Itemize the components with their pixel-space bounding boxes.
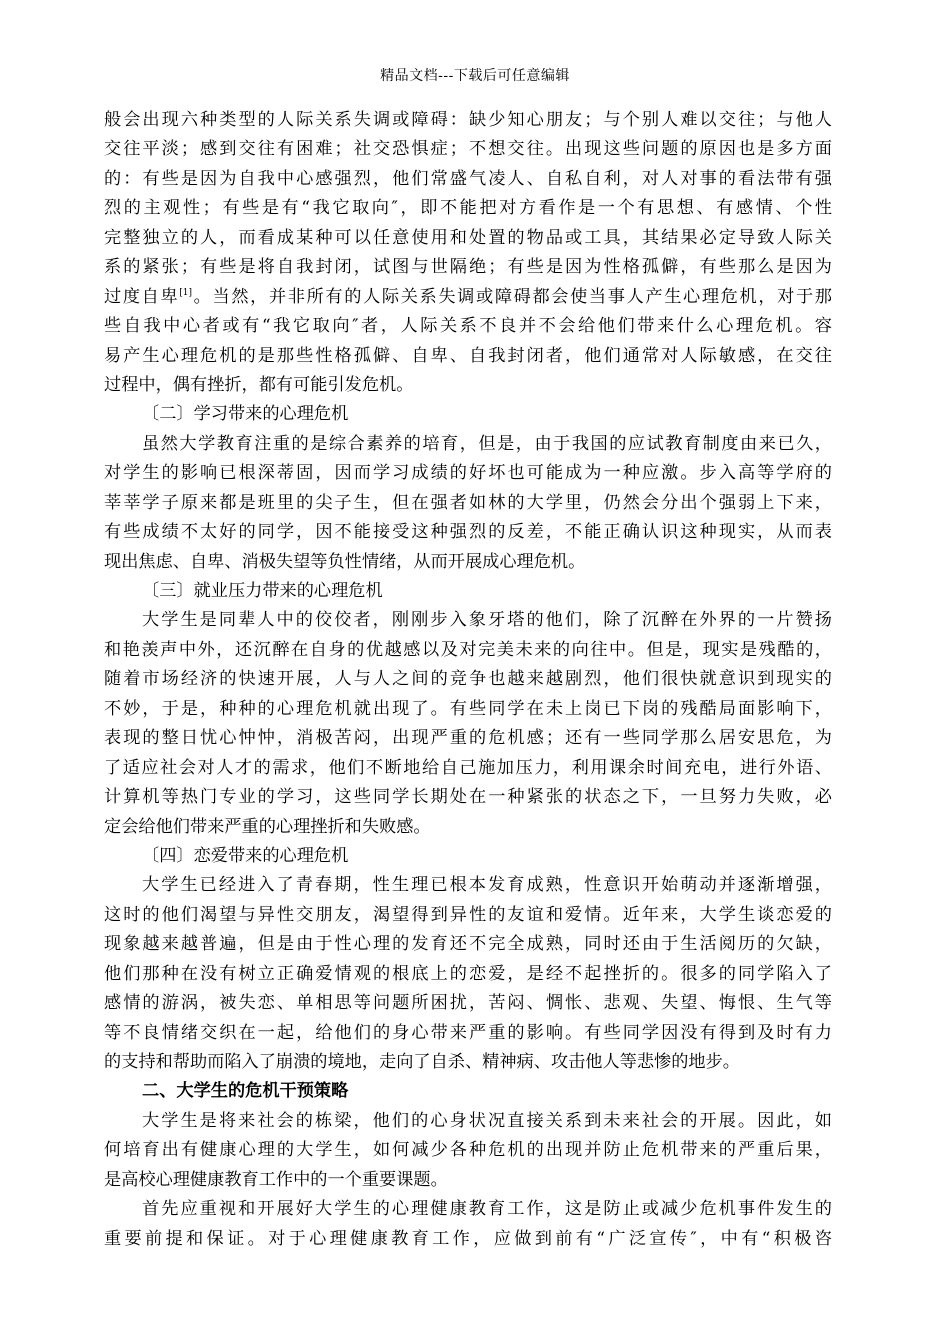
paragraph-line: 大学生是将来社会的栋梁，他们的心身状况直接关系到未来社会的开展。因此，如	[142, 1110, 832, 1131]
chapter-heading: 二、大学生的危机干预策略	[142, 1081, 349, 1102]
paragraph-line: 对学生的影响已根深蒂固，因而学习成绩的好坏也可能成为一种应激。步入高等学府的	[104, 463, 832, 484]
paragraph-line: 大学生是同辈人中的佼佼者，刚刚步入象牙塔的他们，除了沉醉在外界的一片赞扬	[142, 610, 832, 631]
paragraph-line: 交往平淡；感到交往有困难；社交恐惧症；不想交往。出现这些问题的原因也是多方面	[104, 139, 832, 160]
paragraph-line: 般会出现六种类型的人际关系失调或障碍：缺少知心朋友；与个别人难以交往；与他人	[104, 110, 832, 130]
paragraph-line: 计算机等热门专业的学习，这些同学长期处在一种紧张的状态之下，一旦努力失败，必	[104, 787, 832, 808]
paragraph-line: 大学生已经进入了青春期，性生理已根本发育成熟，性意识开始萌动并逐渐增强，	[142, 875, 832, 896]
paragraph-line: 他们那种在没有树立正确爱情观的根底上的恋爱，是经不起挫折的。很多的同学陷入了	[104, 963, 832, 984]
paragraph-line: 完整独立的人，而看成某种可以任意使用和处置的物品或工具，其结果必定导致人际关	[104, 227, 832, 248]
paragraph-line: 是高校心理健康教育工作中的一个重要课题。	[104, 1169, 448, 1190]
paragraph-line: 不妙，于是，种种的心理危机就出现了。有些同学在未上岗已下岗的残酷局面影响下，	[104, 698, 832, 719]
paragraph-line: 等不良情绪交织在一起，给他们的身心带来严重的影响。有些同学因没有得到及时有力	[104, 1022, 832, 1043]
paragraph-line: 系的紧张；有些是将自我封闭，试图与世隔绝；有些是因为性格孤僻，有些那么是因为	[104, 257, 832, 278]
paragraph-line: 感情的游涡，被失恋、单相思等问题所困扰，苦闷、惆怅、悲观、失望、悔恨、生气等	[104, 993, 832, 1014]
paragraph-line: 的：有些是因为自我中心感强烈，他们常盛气凌人、自私自利，对人对事的看法带有强	[104, 168, 832, 189]
line-segment: 。当然，并非所有的人际关系失调或障碍都会使当事人产生心理危机，对于那	[192, 286, 832, 307]
paragraph-line: 定会给他们带来严重的心理挫折和失败感。	[104, 816, 431, 837]
paragraph-line: 过程中，偶有挫折，都有可能引发危机。	[104, 374, 414, 395]
paragraph-line: 何培育出有健康心理的大学生，如何减少各种危机的出现并防止危机带来的严重后果，	[104, 1140, 832, 1161]
paragraph-line: 首先应重视和开展好大学生的心理健康教育工作，这是防止或减少危机事件发生的	[142, 1199, 832, 1220]
paragraph-line: 了适应社会对人才的需求，他们不断地给自己施加压力，利用课余时间充电，进行外语、	[104, 757, 832, 778]
document-body	[104, 106, 832, 1254]
paragraph-line: 莘莘学子原来都是班里的尖子生，但在强者如林的大学里，仍然会分出个强弱上下来，	[104, 492, 832, 513]
paragraph-line: 虽然大学教育注重的是综合素养的培育，但是，由于我国的应试教育制度由来已久，	[142, 433, 832, 454]
paragraph-line	[104, 283, 832, 312]
section-heading: 〔二〕学习带来的心理危机	[142, 404, 349, 425]
paragraph-line: 烈的主观性；有些是有“我它取向″，即不能把对方看作是一个有思想、有感情、个性	[104, 198, 832, 219]
paragraph-line: 这时的他们渴望与异性交朋友，渴望得到异性的友谊和爱情。近年来，大学生谈恋爱的	[104, 904, 832, 925]
paragraph-line: 现出焦虑、自卑、消极失望等负性情绪，从而开展成心理危机。	[104, 551, 586, 572]
section-heading: 〔三〕就业压力带来的心理危机	[142, 581, 383, 601]
paragraph-line: 和艳羡声中外，还沉醉在自身的优越感以及对完美未来的向往中。但是，现实是残酷的，	[104, 639, 832, 660]
page-header: 精品文档---下载后可任意编辑	[380, 68, 570, 84]
paragraph-line: 易产生心理危机的是那些性格孤僻、自卑、自我封闭者，他们通常对人际敏感，在交往	[104, 345, 832, 366]
citation-marker: [1]	[179, 287, 193, 298]
paragraph-line: 重要前提和保证。对于心理健康教育工作，应做到前有“广泛宣传″，中有“积极咨	[104, 1228, 832, 1249]
section-heading: 〔四〕恋爱带来的心理危机	[142, 845, 349, 866]
paragraph-line: 有些成绩不太好的同学，因不能接受这种强烈的反差，不能正确认识这种现实，从而表	[104, 522, 832, 543]
paragraph-line: 的支持和帮助而陷入了崩溃的境地，走向了自杀、精神病、攻击他人等悲惨的地步。	[104, 1052, 740, 1072]
paragraph-line: 些自我中心者或有“我它取向″者，人际关系不良并不会给他们带来什么心理危机。容	[104, 316, 832, 337]
paragraph-line: 随着市场经济的快速开展，人与人之间的竞争也越来越剧烈，他们很快就意识到现实的	[104, 669, 832, 690]
paragraph-line: 表现的整日忧心忡忡，消极苦闷，出现严重的危机感；还有一些同学那么居安思危，为	[104, 728, 832, 749]
line-segment: 过度自卑	[104, 286, 180, 307]
paragraph-line: 现象越来越普遍，但是由于性心理的发育还不完全成熟，同时还由于生活阅历的欠缺，	[104, 934, 832, 955]
